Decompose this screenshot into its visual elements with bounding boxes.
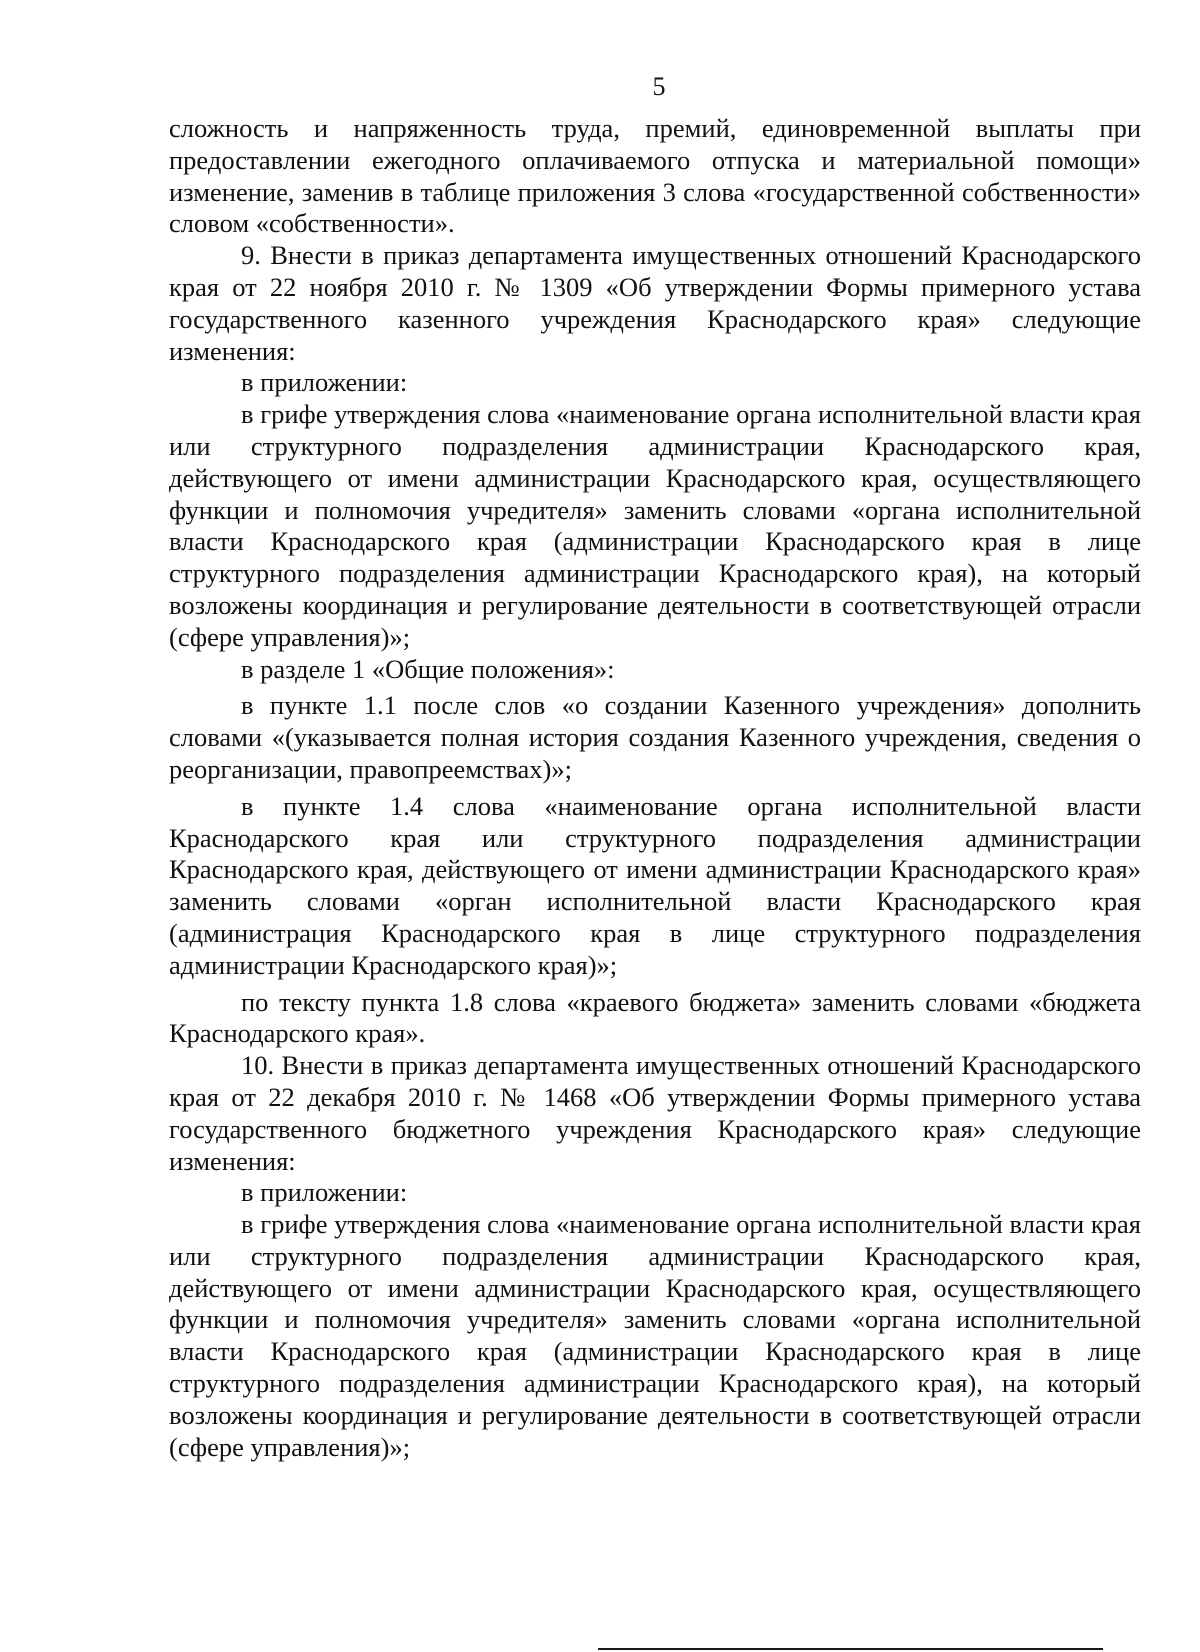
paragraph-clause-1-4: в пункте 1.4 слова «наименование органа исполнительной власти Краснодарского края или структурного подразделения администрации Краснодарского края, действующего от имени администрации Краснодарского края» заменить словами «орган исполнительной власти Краснодарского края (администрация Краснодарского края в лице структурного подразделения администрации Краснодарского края)»; bbox=[169, 790, 1141, 980]
footer-rule bbox=[598, 1648, 1103, 1650]
paragraph-annex-heading-2: в приложении: bbox=[241, 1177, 408, 1208]
paragraph-approval-stamp-2: в грифе утверждения слова «наименование органа исполнительной власти края или структурного подразделения администрации Краснодарского края, действующего от имени администрации Краснодарского края, осуществляющего функции и полномочия учредителя» заменить словами «органа исполнительной власти Краснодарского края (администрации Краснодарского края в лице структурного подразделения администрации Краснодарского края), на который возложены координация и регулирование деятельности в соответствующей отрасли (сфере управления)»; bbox=[169, 1209, 1141, 1462]
paragraph-item-9: 9. Внести в приказ департамента имущественных отношений Краснодарского края от 22 ноября 2010 г. № 1309 «Об утверждении Формы примерного устава государственного казенного учреждения Краснодарского края» следующие изменения: bbox=[169, 240, 1141, 366]
document-body bbox=[169, 113, 1141, 1463]
paragraph-annex-heading: в приложении: bbox=[241, 367, 408, 398]
paragraph-section-1: в разделе 1 «Общие положения»: bbox=[241, 653, 615, 684]
paragraph-item-10: 10. Внести в приказ департамента имущественных отношений Краснодарского края от 22 декабря 2010 г. № 1468 «Об утверждении Формы примерного устава государственного бюджетного учреждения Краснодарского края» следующие изменения: bbox=[169, 1050, 1141, 1176]
page-number: 5 bbox=[652, 72, 666, 101]
paragraph-clause-1-1: в пункте 1.1 после слов «о создании Казенного учреждения» дополнить словами «(указывается полная история создания Казенного учреждения, сведения о реорганизации, правопреемствах)»; bbox=[169, 690, 1141, 784]
paragraph-clause-1-8: по тексту пункта 1.8 слова «краевого бюджета» заменить словами «бюджета Краснодарского края». bbox=[169, 986, 1141, 1049]
paragraph-continuation: сложность и напряженность труда, премий, единовременной выплаты при предоставлении ежегодного оплачиваемого отпуска и материальной помощи» изменение, заменив в таблице приложения 3 слова «государственной собственности» словом «собственности». bbox=[169, 113, 1141, 239]
paragraph-approval-stamp: в грифе утверждения слова «наименование органа исполнительной власти края или структурного подразделения администрации Краснодарского края, действующего от имени администрации Краснодарского края, осуществляющего функции и полномочия учредителя» заменить словами «органа исполнительной власти Краснодарского края (администрации Краснодарского края в лице структурного подразделения администрации Краснодарского края), на который возложены координация и регулирование деятельности в соответствующей отрасли (сфере управления)»; bbox=[169, 399, 1141, 652]
